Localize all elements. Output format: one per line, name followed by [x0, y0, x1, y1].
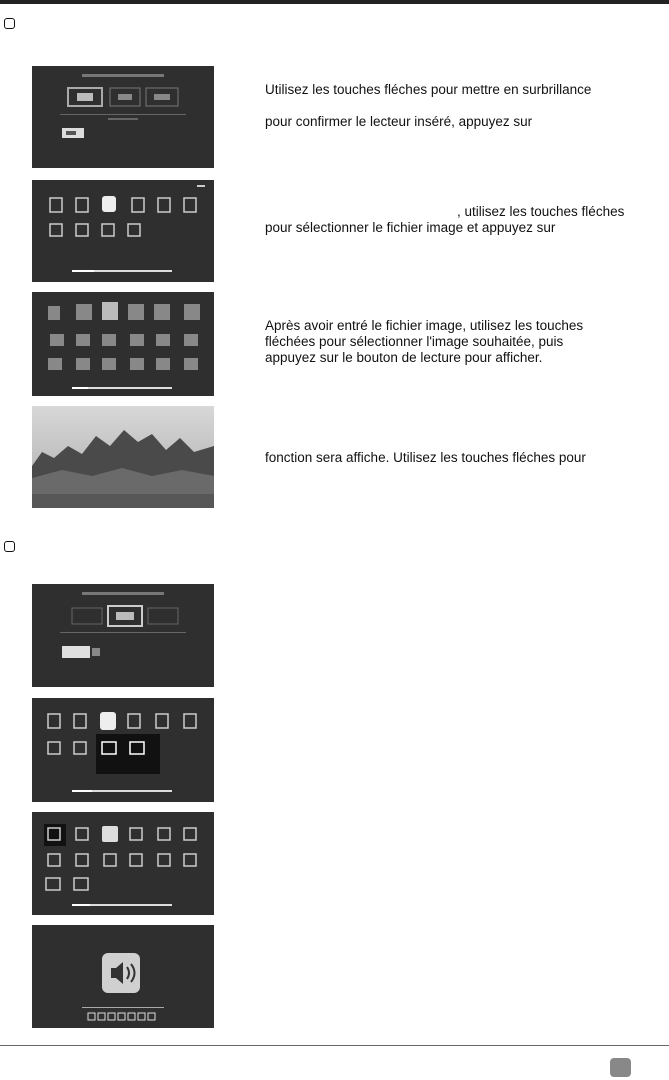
step-3-line-2: fléchées pour sélectionner l'image souhaitée, puis [265, 334, 564, 349]
music-playback-screen [32, 925, 214, 1028]
screenshot-photo-fullscreen [32, 406, 214, 508]
source-select-screen [32, 66, 214, 168]
screenshot-source-select-2 [32, 584, 214, 687]
step-3-line-3: appuyez sur le bouton de lecture pour afficher. [265, 350, 543, 365]
step-2-line-2: pour sélectionner le fichier image et appuyez sur [265, 220, 556, 235]
step-1-line-1: Utilisez les touches fléches pour mettre en surbrillance [265, 82, 592, 97]
top-rule [0, 0, 669, 4]
photo-fullscreen-screen [32, 406, 214, 508]
step-4-line-1: fonction sera affiche. Utilisez les touches fléches pour [265, 450, 586, 465]
screenshot-music-files [32, 812, 214, 915]
source-select-2-screen [32, 584, 214, 687]
category-menu-photo-screen [32, 180, 214, 282]
screenshot-category-menu-photo [32, 180, 214, 282]
step-3-text [265, 318, 583, 366]
screenshot-source-select [32, 66, 214, 168]
category-menu-music-screen [32, 698, 214, 802]
step-2-line-1: , utilisez les touches fléches [457, 204, 625, 219]
step-2-text [265, 204, 624, 236]
section-1-bullet-icon [4, 18, 15, 29]
footer-rule [0, 1045, 669, 1046]
screenshot-music-playback [32, 925, 214, 1028]
screenshot-category-menu-music [32, 698, 214, 802]
step-1-line-3: pour confirmer le lecteur inséré, appuyez sur [265, 114, 533, 129]
step-1-text [265, 82, 591, 130]
step-3-line-1: Après avoir entré le fichier image, utilisez les touches [265, 318, 584, 333]
image-thumbnails-screen [32, 292, 214, 396]
music-files-screen [32, 812, 214, 915]
screenshot-image-thumbnails [32, 292, 214, 396]
step-4-text [265, 450, 586, 466]
page-number-badge-icon [610, 1058, 631, 1077]
step-1-line-2 [265, 98, 591, 114]
section-2-bullet-icon [4, 541, 15, 552]
